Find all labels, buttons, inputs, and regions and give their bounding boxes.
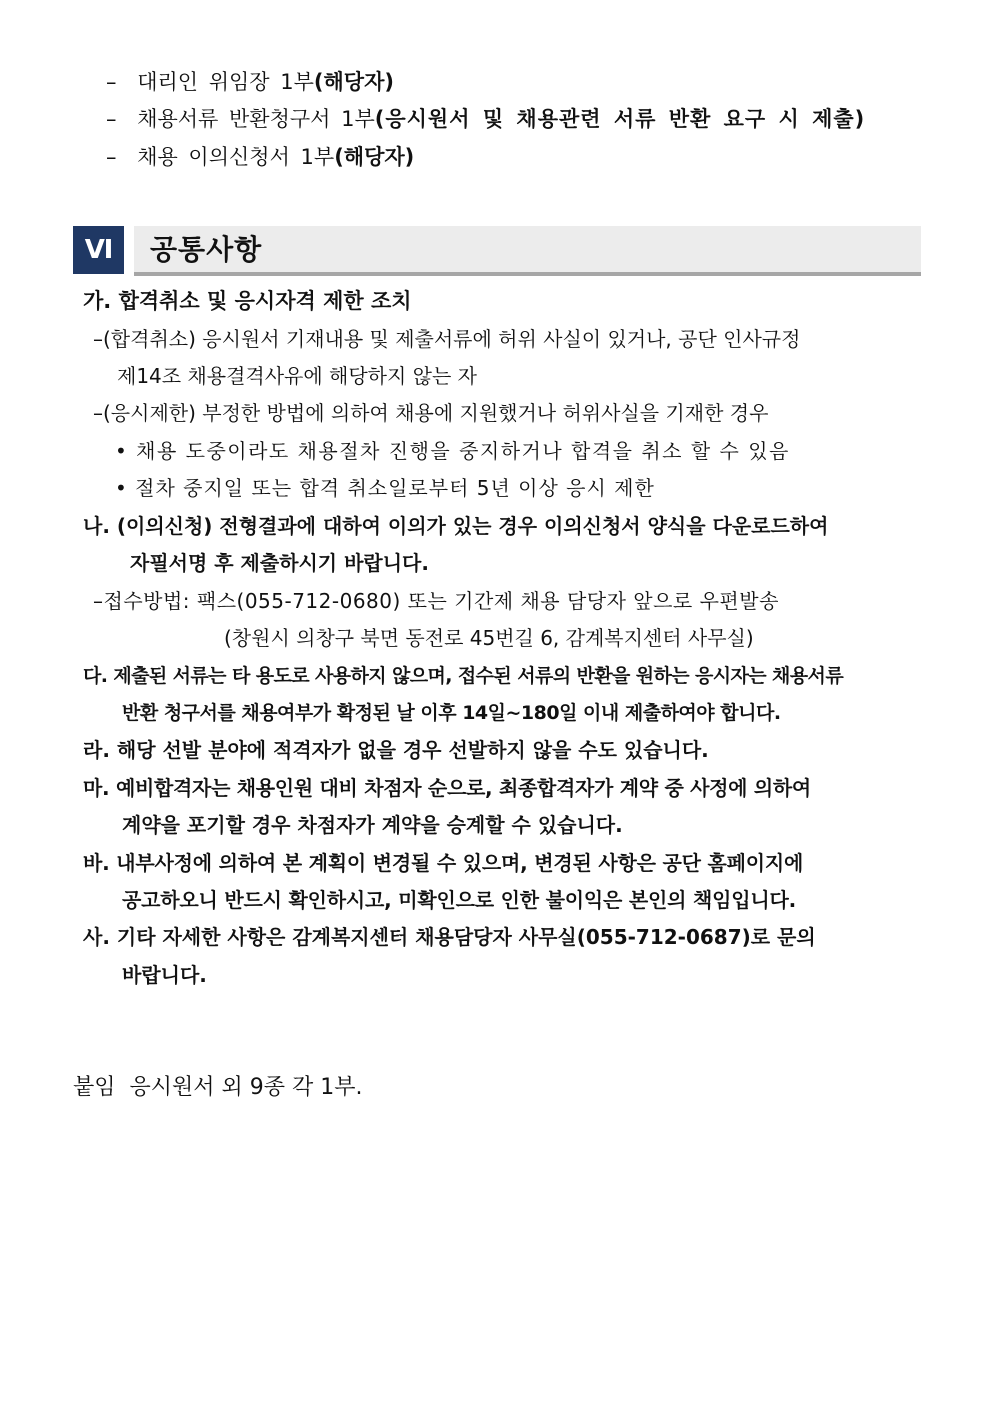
item-text: 채용서류 반환청구서 1부 [137,107,375,131]
ma-line2: 계약을 포기할 경우 차점자가 계약을 승계할 수 있습니다. [122,813,623,837]
na-line1: 나. (이의신청) 전형결과에 대하여 이의가 있는 경우 이의신청서 양식을 다운로드하여 [83,514,829,538]
item-note: (해당자) [313,70,394,94]
sa-line2: 바랍니다. [122,963,207,987]
ga-item1-line2: 제14조 채용결격사유에 해당하지 않는 자 [117,364,477,388]
item-note: (응시원서 및 채용관련 서류 반환 요구 시 제출) [374,107,866,131]
dash-marker: – [106,70,117,94]
dash-marker: – [106,145,117,169]
list-item [106,68,394,96]
ra-line: 라. 해당 선발 분야에 적격자가 없을 경우 선발하지 않을 수도 있습니다. [83,738,709,762]
da-line1: 다. 제출된 서류는 타 용도로 사용하지 않으며, 접수된 서류의 반환을 원하는 응시자는 채용서류 [83,665,844,687]
sa-line1: 사. 기타 자세한 사항은 감계복지센터 채용담당자 사무실(055-712-0687)로 문의 [83,925,816,949]
da-line2: 반환 청구서를 채용여부가 확정된 날 이후 14일~180일 이내 제출하여야 합니다. [122,702,781,724]
item-text: 대리인 위임장 1부 [137,70,314,94]
ga-item2: –(응시제한) 부정한 방법에 의하여 채용에 지원했거나 허위사실을 기재한 경우 [93,401,769,425]
ma-line1: 마. 예비합격자는 채용인원 대비 차점자 순으로, 최종합격자가 계약 중 사정에 의하여 [83,776,811,800]
ga-bullet1: • 채용 도중이라도 채용절차 진행을 중지하거나 합격을 취소 할 수 있음 [115,439,790,463]
list-item [106,105,865,133]
section-title: 공통사항 [150,233,263,266]
section-number-badge: Ⅵ [73,226,124,274]
ba-line2: 공고하오니 반드시 확인하시고, 미확인으로 인한 불이익은 본인의 책임입니다. [122,888,796,912]
ga-heading: 가. 합격취소 및 응시자격 제한 조치 [83,289,412,313]
ga-item1-line1: –(합격취소) 응시원서 기재내용 및 제출서류에 허위 사실이 있거나, 공단 인사규정 [93,327,801,351]
na-method: –접수방법: 팩스(055-712-0680) 또는 기간제 채용 담당자 앞으로 우편발송 [93,589,779,613]
na-line2: 자필서명 후 제출하시기 바랍니다. [130,551,429,575]
ba-line1: 바. 내부사정에 의하여 본 계획이 변경될 수 있으며, 변경된 사항은 공단 홈페이지에 [83,851,804,875]
ga-bullet2: • 절차 중지일 또는 합격 취소일로부터 5년 이상 응시 제한 [115,476,655,500]
item-text: 채용 이의신청서 1부 [137,145,335,169]
attachment-note: 붙임 응시원서 외 9종 각 1부. [73,1075,363,1100]
na-address: (창원시 의창구 북면 동전로 45번길 6, 감계복지센터 사무실) [224,626,754,650]
item-note: (해당자) [334,145,415,169]
list-item [106,143,414,171]
dash-marker: – [106,107,117,131]
